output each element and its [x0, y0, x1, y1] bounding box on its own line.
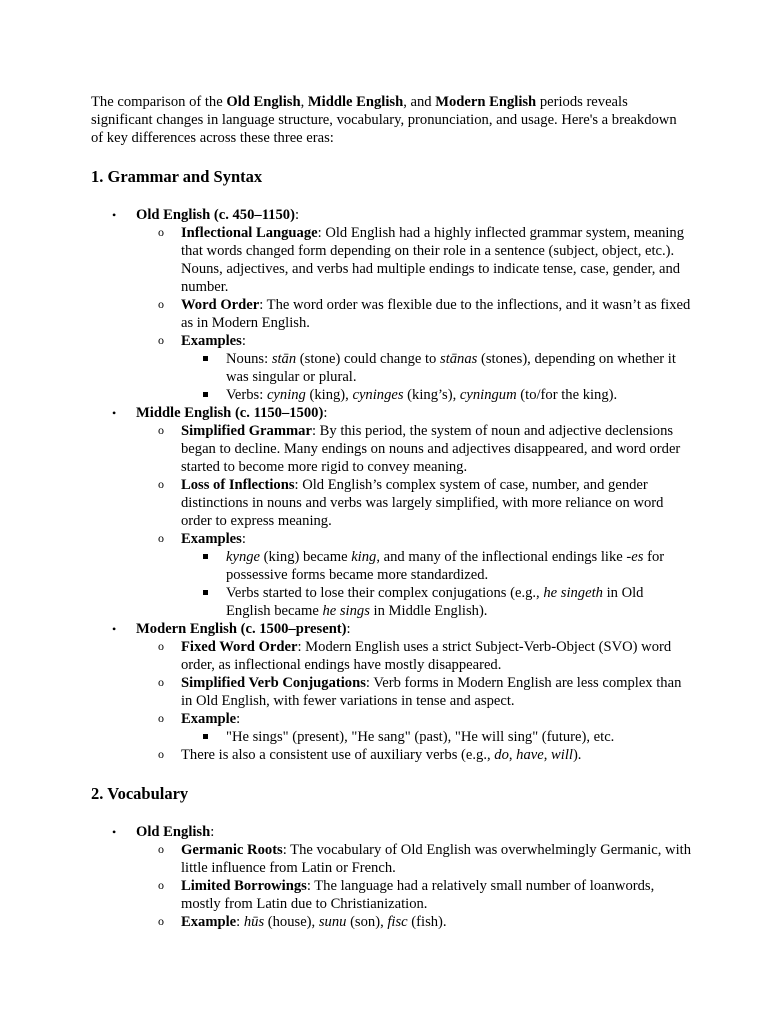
list-item-germanic-roots: o Germanic Roots: The vocabulary of Old English was overwhelmingly Germanic, with little influence from Latin or French. [158, 842, 691, 876]
bullet-marker: • [112, 622, 117, 636]
list-item-inflectional-language: o Inflectional Language: Old English had a highly inflected grammar system, meaning that words changed form depending on their role in a sentence (subject, object, etc.). Nouns, adjectives, and verbs had multiple endings to indicate tense, case, gender, and number. [158, 225, 685, 295]
grammar-list [91, 206, 691, 764]
vocabulary-list [91, 823, 691, 931]
square-marker [203, 590, 208, 595]
circle-marker: o [158, 225, 164, 239]
list-item-nouns-example: Nouns: stān (stone) could change to stānas (stones), depending on whether it was singular or plural. [181, 350, 691, 386]
list-item-modern-english: • Modern English (c. 1500–present): o Fixed Word Order: Modern English uses a strict Subject-Verb-Object (SVO) word order, as inflectional endings have mostly disappeared. o Simplified Verb Conjugations: Verb forms in Modern English are less complex than in Old English, with fewer variations in tense and aspect. o Example: "He sings" (present), "He sang" (past), "He will sing" (future), etc. o There is also a consistent use of auxiliary verbs (e.g., do, have, will). [91, 620, 691, 764]
intro-paragraph: The comparison of the Old English, Middle English, and Modern English periods reveals significant changes in language structure, vocabulary, pronunciation, and usage. Here's a breakdown of key differences across these three eras: [91, 94, 677, 146]
square-marker [203, 392, 208, 397]
list-item-example: o Example: hūs (house), sunu (son), fisc (fish). [158, 914, 447, 930]
list-item-simplified-grammar: o Simplified Grammar: By this period, the system of noun and adjective declensions began to decline. Many endings on nouns and adjectives disappeared, and word order started to become more rigid to convey meaning. [158, 423, 681, 475]
section-heading-vocabulary: 2. Vocabulary [91, 784, 189, 803]
section-heading-grammar: 1. Grammar and Syntax [91, 167, 263, 186]
square-marker [203, 356, 208, 361]
list-item-middle-english: • Middle English (c. 1150–1500): o Simplified Grammar: By this period, the system of noun and adjective declensions began to decline. Many endings on nouns and adjectives disappeared, and word order started to become more rigid to convey meaning. o Loss of Inflections: Old English’s complex system of case, number, and gender distinctions in nouns and verbs was largely simplified, with more reliance on word order to express meaning. o Examples: kynge (king) became king, and many of the inflectional endings like -es for possessive forms became more standardized. Verbs started to lose their complex conjugations (e.g., he singeth in Old English became he sings in Middle English). [91, 404, 691, 620]
list-item-word-order: o Word Order: The word order was flexible due to the inflections, and it wasn’t as fixed as in Modern English. [158, 297, 691, 331]
bullet-marker: • [112, 406, 117, 420]
list-item-limited-borrowings: o Limited Borrowings: The language had a relatively small number of loanwords, mostly from Latin due to Christianization. [158, 878, 655, 912]
circle-marker: o [158, 711, 164, 725]
circle-marker: o [158, 878, 164, 892]
circle-marker: o [158, 423, 164, 437]
circle-marker: o [158, 747, 164, 761]
square-marker [203, 734, 208, 739]
list-item-example: o Example: "He sings" (present), "He sang" (past), "He will sing" (future), etc. [136, 710, 691, 746]
circle-marker: o [158, 639, 164, 653]
circle-marker: o [158, 297, 164, 311]
square-marker [203, 554, 208, 559]
circle-marker: o [158, 842, 164, 856]
list-item-he-sings-example: "He sings" (present), "He sang" (past), "He will sing" (future), etc. [181, 728, 691, 746]
bullet-marker: • [112, 825, 117, 839]
list-item-simplified-verb-conjugations: o Simplified Verb Conjugations: Verb forms in Modern English are less complex than in Old English, with fewer variations in tense and aspect. [158, 675, 682, 709]
list-item-examples: o Examples: Nouns: stān (stone) could change to stānas (stones), depending on whether it was singular or plural. Verbs: cyning (king), cyninges (king’s), cyningum (to/for the king). [136, 332, 691, 404]
circle-marker: o [158, 914, 164, 928]
circle-marker: o [158, 333, 164, 347]
list-item-verbs-example: Verbs: cyning (king), cyninges (king’s), cyningum (to/for the king). [181, 386, 691, 404]
circle-marker: o [158, 531, 164, 545]
list-item-auxiliary-verbs: o There is also a consistent use of auxiliary verbs (e.g., do, have, will). [158, 747, 582, 763]
list-item-verbs-conjugation-example: Verbs started to lose their complex conjugations (e.g., he singeth in Old English became he sings in Middle English). [181, 584, 691, 620]
list-item-old-english: • Old English: o Germanic Roots: The vocabulary of Old English was overwhelmingly Germanic, with little influence from Latin or French. o Limited Borrowings: The language had a relatively small number of loanwords, mostly from Latin due to Christianization. o Example: hūs (house), sunu (son), fisc (fish). [112, 824, 691, 930]
list-item-kynge-example: kynge (king) became king, and many of the inflectional endings like -es for possessive forms became more standardized. [181, 548, 691, 584]
document-page [91, 93, 691, 931]
list-item-old-english: • Old English (c. 450–1150): o Inflectional Language: Old English had a highly inflected grammar system, meaning that words changed form depending on their role in a sentence (subject, object, etc.). Nouns, adjectives, and verbs had multiple endings to indicate tense, case, gender, and number. o Word Order: The word order was flexible due to the inflections, and it wasn’t as fixed as in Modern English. o Examples: Nouns: stān (stone) could change to stānas (stones), depending on whether it was singular or plural. Verbs: cyning (king), cyninges (king’s), cyningum (to/for the king). [112, 207, 691, 403]
list-item-loss-of-inflections: o Loss of Inflections: Old English’s complex system of case, number, and gender distinctions in nouns and verbs was largely simplified, with more reliance on word order to express meaning. [158, 477, 664, 529]
bullet-marker: • [112, 208, 117, 222]
circle-marker: o [158, 675, 164, 689]
list-item-fixed-word-order: o Fixed Word Order: Modern English uses a strict Subject-Verb-Object (SVO) word order, as inflectional endings have mostly disappeared. [158, 639, 672, 673]
list-item-examples: o Examples: kynge (king) became king, and many of the inflectional endings like -es for possessive forms became more standardized. Verbs started to lose their complex conjugations (e.g., he singeth in Old English became he sings in Middle English). [136, 530, 691, 620]
circle-marker: o [158, 477, 164, 491]
